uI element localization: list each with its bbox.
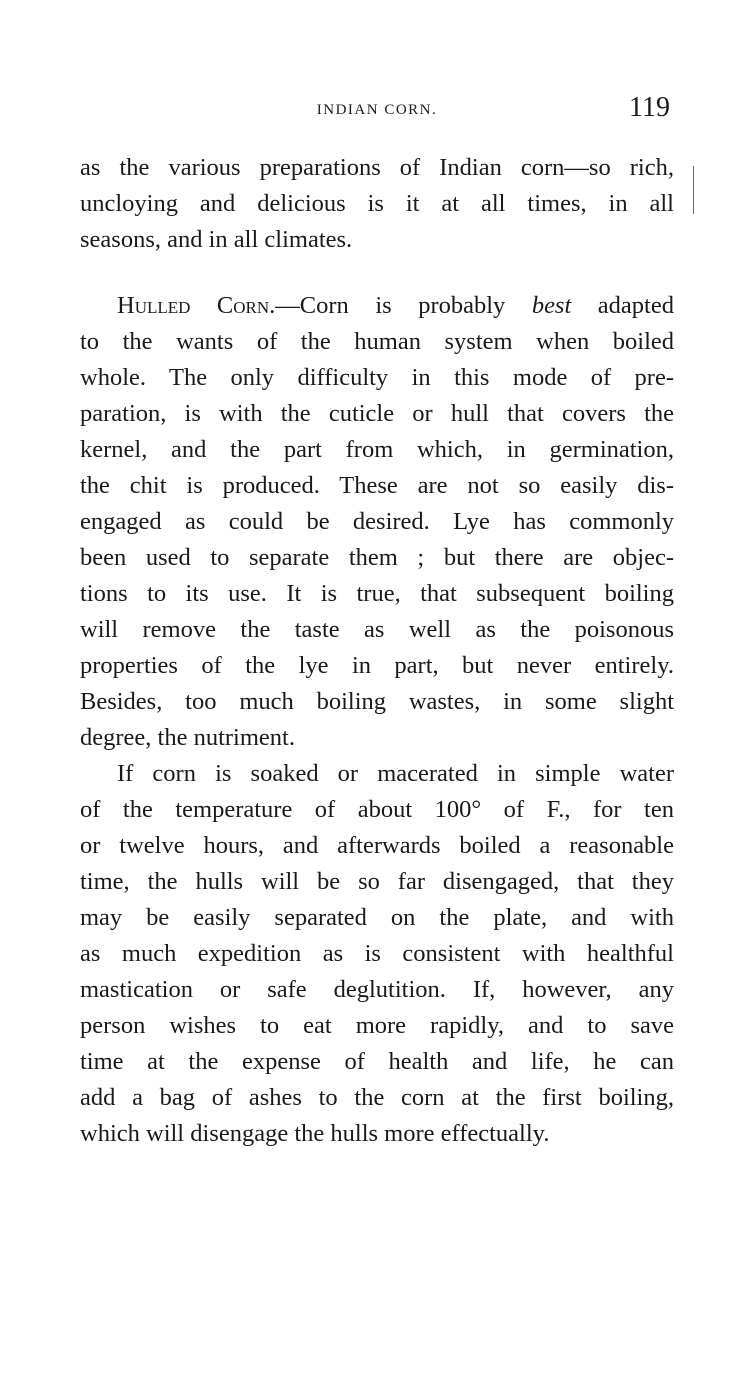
text-line: may be easily separated on the plate, and with bbox=[80, 904, 674, 931]
running-title: INDIAN CORN. bbox=[316, 102, 438, 118]
section-heading: Hulled Corn. bbox=[117, 292, 276, 319]
text-line: uncloying and delicious is it at all times, in all bbox=[80, 190, 674, 217]
text-line: to the wants of the human system when boiled bbox=[80, 328, 674, 355]
text-line: properties of the lye in part, but never entirely. bbox=[80, 652, 674, 679]
text-line: add a bag of ashes to the corn at the first boiling, bbox=[80, 1084, 674, 1111]
text-line bbox=[80, 288, 674, 324]
text-line: seasons, and in all climates. bbox=[80, 226, 353, 253]
text-line: as the various preparations of Indian corn—so rich, bbox=[80, 154, 674, 181]
paragraph-continuation bbox=[80, 150, 674, 258]
text-line: Besides, too much boiling wastes, in some slight bbox=[80, 688, 674, 715]
text-line: the chit is produced. These are not so easily dis- bbox=[80, 472, 674, 499]
text-line: as much expedition as is consistent with healthful bbox=[80, 940, 674, 967]
paragraph-hulled-corn bbox=[80, 288, 674, 756]
paragraph-soaking bbox=[80, 756, 674, 1152]
margin-mark bbox=[693, 166, 694, 214]
text-line: engaged as could be desired. Lye has commonly bbox=[80, 508, 674, 535]
text-line: whole. The only difficulty in this mode of pre- bbox=[80, 364, 674, 391]
text-line: kernel, and the part from which, in germination, bbox=[80, 436, 674, 463]
text-line: If corn is soaked or macerated in simple water bbox=[117, 760, 674, 787]
text-line: time, the hulls will be so far disengaged, that they bbox=[80, 868, 674, 895]
text-run: —Corn is probably bbox=[275, 292, 532, 319]
text-line: which will disengage the hulls more effectually. bbox=[80, 1120, 550, 1147]
text-line: been used to separate them ; but there are objec- bbox=[80, 544, 674, 571]
text-line: mastication or safe deglutition. If, however, any bbox=[80, 976, 674, 1003]
emphasis-text: best bbox=[531, 292, 572, 319]
text-run: adapted bbox=[571, 292, 674, 319]
running-head bbox=[80, 92, 674, 132]
text-line: tions to its use. It is true, that subsequent boiling bbox=[80, 580, 674, 607]
body-text bbox=[80, 150, 674, 1152]
text-line: time at the expense of health and life, he can bbox=[80, 1048, 674, 1075]
text-line: person wishes to eat more rapidly, and to save bbox=[80, 1012, 674, 1039]
text-line: will remove the taste as well as the poisonous bbox=[80, 616, 674, 643]
page-number: 119 bbox=[629, 92, 670, 123]
text-line: or twelve hours, and afterwards boiled a reasonable bbox=[80, 832, 674, 859]
text-line: degree, the nutriment. bbox=[80, 724, 295, 751]
text-line: paration, is with the cuticle or hull that covers the bbox=[80, 400, 674, 427]
text-line: of the temperature of about 100° of F., for ten bbox=[80, 796, 674, 823]
